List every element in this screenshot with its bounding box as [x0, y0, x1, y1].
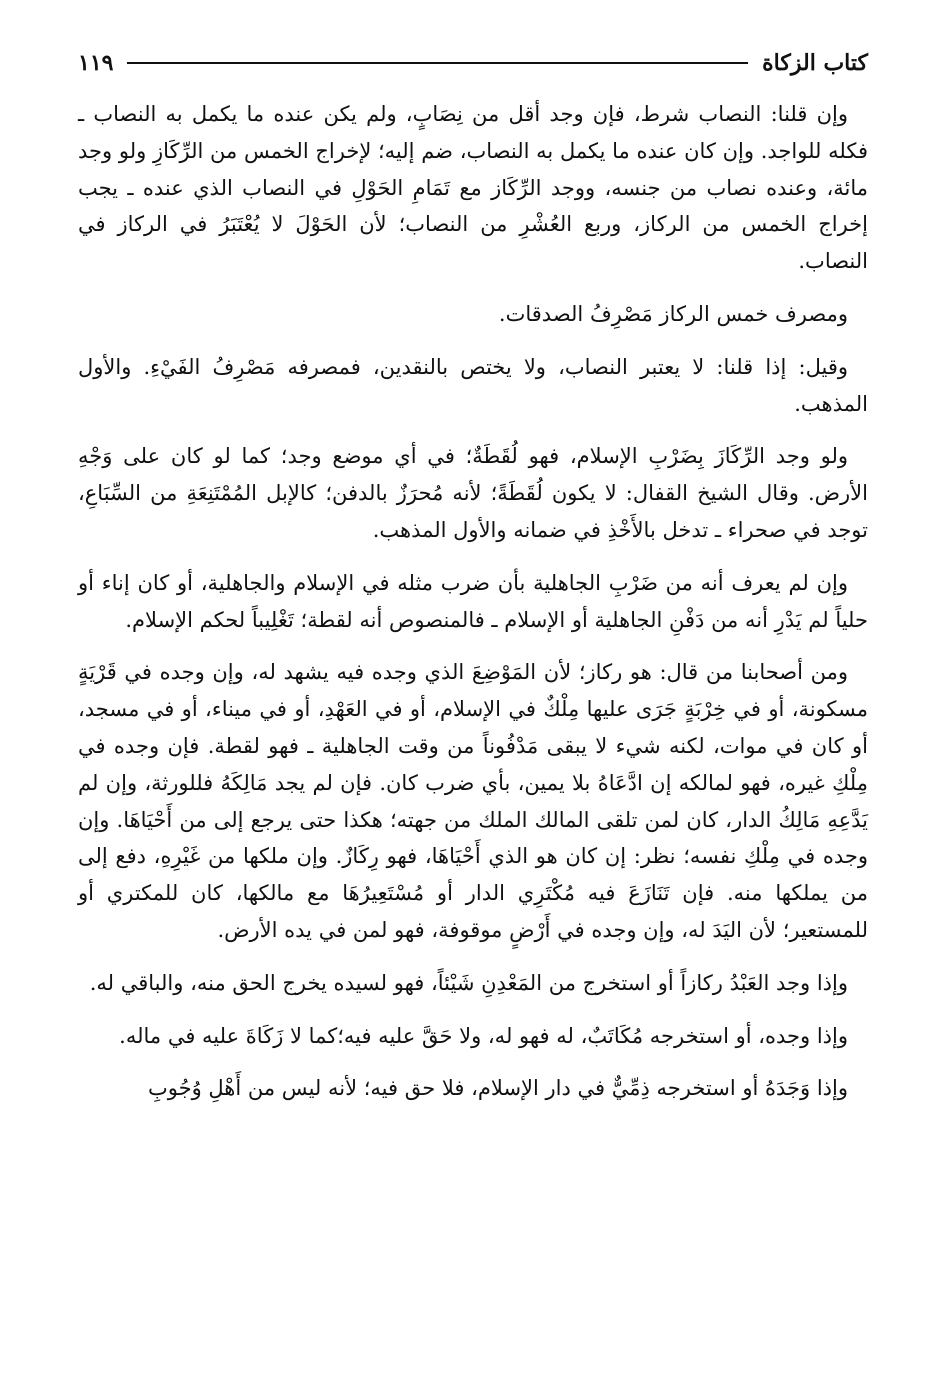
header-rule: [127, 62, 748, 64]
paragraph: ومن أصحابنا من قال: هو ركاز؛ لأن المَوْضِعَ الذي وجده فيه يشهد له، وإن وجده في قَرْيَةٍ مسكونة، أو في خِرْبَةٍ جَرَى عليها مِلْكٌ في الإسلام، أو في العَهْدِ، أو في ميناء، أو في مسجد، أو كان في موات، لكنه شيء لا يبقى مَدْفُوناً من وقت الجاهلية ـ فهو لقطة. فإن وجده في مِلْكِ غيره، فهو لمالكه إن ادَّعَاهُ بلا يمين، بأي ضرب كان. فإن لم يجد مَالِكَهُ فللورثة، وإن لم يَدَّعِهِ مَالِكُ الدار، كان لمن تلقى المالك الملك من جهته؛ هكذا حتى يرجع إلى من أَحْيَاهَا. وإن وجده في مِلْكِ نفسه؛ نظر: إن كان هو الذي أَحْيَاهَا، فهو رِكَازٌ. وإن ملكها من غَيْرِهِ، دفع إلى من يملكها منه. فإن تَنَازَعَ فيه مُكْتَرِي الدار أو مُسْتَعِيرُهَا مع مالكها، كان للمكتري أو للمستعير؛ لأن اليَدَ له، وإن وجده في أَرْضٍ موقوفة، فهو لمن في يده الأرض.: [78, 660, 868, 942]
paragraph: وإذا وجد العَبْدُ ركازاً أو استخرج من المَعْدِنِ شَيْئاً، فهو لسيده يخرج الحق منه، والباقي له.: [89, 970, 848, 995]
page-number: ١١٩: [78, 50, 114, 76]
body-text: [78, 96, 868, 1107]
paragraph: وقيل: إذا قلنا: لا يعتبر النصاب، ولا يختص بالنقدين، فمصرفه مَصْرِفُ الفَيْءِ. والأول المذهب.: [78, 354, 868, 416]
paragraph: وإذا وَجَدَهُ أو استخرجه ذِمِّيٌّ في دار الإسلام، فلا حق فيه؛ لأنه ليس من أَهْلِ وُجُوبِ: [147, 1076, 848, 1101]
paragraph: ولو وجد الرِّكَازَ بِضَرْبِ الإسلام، فهو لُقَطَةٌ؛ في أي موضع وجد؛ كما لو كان على وَجْهِ الأرض. وقال الشيخ القفال: لا يكون لُقَطَةً؛ لأنه مُحرَزٌ بالدفن؛ كالإبل المُمْتَنِعَةِ من السِّبَاعِ، توجد في صحراء ـ تدخل بالأَخْذِ في ضمانه والأول المذهب.: [78, 444, 868, 542]
chapter-title: كتاب الزكاة: [762, 50, 868, 76]
paragraph: وإذا وجده، أو استخرجه مُكَاتَبٌ، له فهو له، ولا حَقَّ عليه فيه؛كما لا زَكَاةَ عليه في ماله.: [119, 1023, 848, 1048]
paragraph: ومصرف خمس الركاز مَصْرِفُ الصدقات.: [498, 301, 848, 326]
paragraph: وإن لم يعرف أنه من ضَرْبِ الجاهلية بأن ضرب مثله في الإسلام والجاهلية، أو كان إناء أو حلياً لم يَدْرِ أنه من دَفْنِ الجاهلية أو الإسلام ـ فالمنصوص أنه لقطة؛ تَغْلِيباً لحكم الإسلام.: [78, 570, 868, 632]
paragraph: وإن قلنا: النصاب شرط، فإن وجد أقل من نِصَابٍ، ولم يكن عنده ما يكمل به النصاب ـ فكله للواجد. وإن كان عنده ما يكمل به النصاب، ضم إليه؛ لإخراج الخمس من الرِّكَازِ ولو وجد مائة، وعنده نصاب من جنسه، ووجد الرِّكَاز مع تَمَامِ الحَوْلِ في النصاب الذي عنده ـ يجب إخراج الخمس من الركاز، وربع العُشْرِ من النصاب؛ لأن الحَوْلَ لا يُعْتَبَرُ في الركاز في النصاب.: [78, 102, 868, 274]
running-header: [78, 38, 868, 88]
book-page: [78, 38, 868, 1358]
